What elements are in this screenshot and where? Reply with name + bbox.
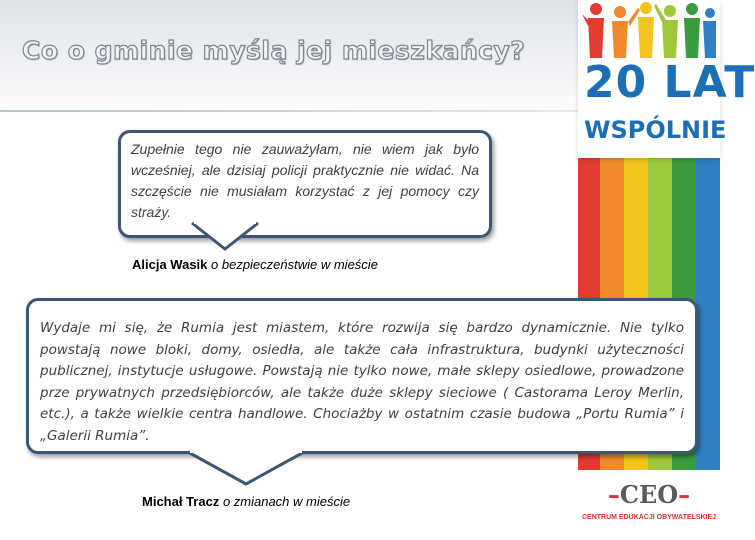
ceo-subtitle: CENTRUM EDUKACJI OBYWATELSKIEJ [581, 514, 717, 521]
quote-author-2: Michał Tracz [142, 494, 220, 509]
ceo-logo-block [578, 470, 720, 540]
quote-bubble-1 [118, 130, 492, 238]
quote-text-2: Wydaje mi się, że Rumia jest miastem, które rozwija się bardzo dynamicznie. Nie tylko powstają nowe bloki, domy, osiedła, ale także cała infrastruktura, budynki użyteczności publicznej, instytucje usługowe. Powstają nie tylko nowe, małe sklepy osiedlowe, prowadzone prze prywatnych przedsiębiorców, ale także duże sklepy sieciowe ( Castorama Leroy Merlin, etc.), a także wielkie centra handlowe. Chociażby w ostatnim czasie budowa „Portu Rumia” i „Galerii Rumia”. [40, 320, 684, 444]
quote-bubble-2 [26, 298, 698, 454]
logo-20-lat: 20 LAT [584, 57, 755, 108]
quote-author-1: Alicja Wasik [132, 257, 208, 272]
ceo-logo: –CEO– [607, 480, 691, 509]
quote-text-1: Zupełnie tego nie zauważyłam, nie wiem jak było wcześniej, ale dzisiaj policji praktycznie nie widać. Na szczęście nie musiałam korzystać z jej pomocy czy straży. [131, 141, 479, 220]
quote-topic-1: o bezpieczeństwie w mieście [211, 257, 378, 272]
quote-bubble-1-tail [190, 223, 260, 253]
people-figures-icon [582, 0, 716, 58]
quote-caption-1 [132, 257, 378, 272]
quote-caption-2 [142, 494, 350, 509]
logo-wspolnie: WSPÓLNIE [584, 116, 727, 144]
quote-topic-2: o zmianach w mieście [222, 494, 351, 509]
title-underline [0, 110, 580, 112]
slide-title: Co o gminie myślą jej mieszkańcy? [22, 36, 526, 65]
quote-bubble-2-tail [186, 452, 306, 488]
ceo-logo-text: CEO [619, 480, 679, 509]
anniversary-logo [578, 0, 755, 158]
